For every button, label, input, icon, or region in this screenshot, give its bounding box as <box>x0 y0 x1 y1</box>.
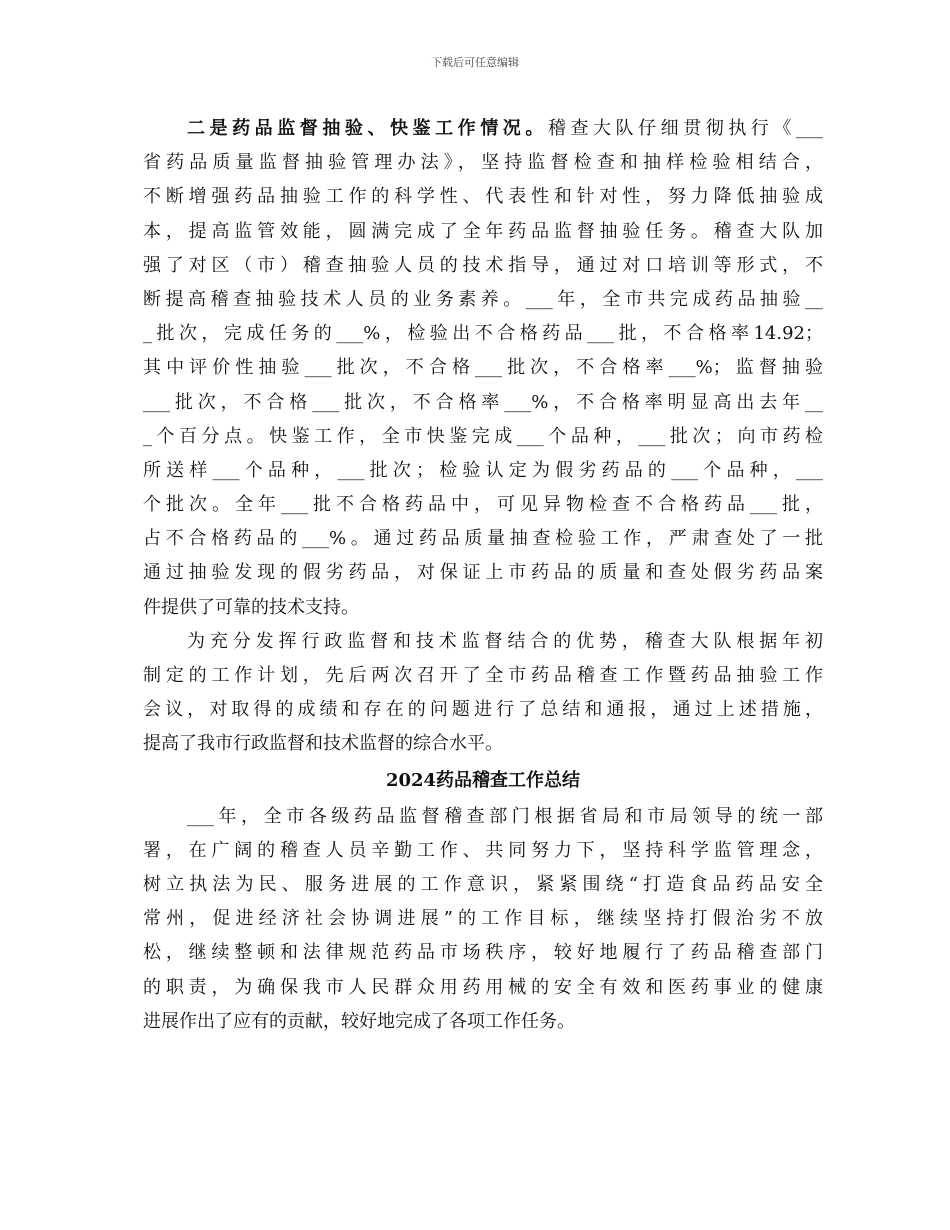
paragraph-line: 件提供了可靠的技术支持。 <box>143 596 359 618</box>
paragraph-line: 会议，对取得的成绩和存在的问题进行了总结和通报，通过上述措施， <box>143 699 823 721</box>
paragraph-line: 强了对区（市）稽查抽验人员的技术指导，通过对口培训等形式，不 <box>143 254 823 276</box>
paragraph-line: 省药品质量监督抽验管理办法》，坚持监督检查和抽样检验相结合， <box>143 152 823 174</box>
paragraph-line: 常州，促进经济社会协调进展”的工作目标，继续坚持打假治劣不放 <box>143 908 823 930</box>
paragraph-heading: 二是药品监督抽验、快鉴工作情况。 <box>187 118 548 139</box>
paragraph-line: 为充分发挥行政监督和技术监督结合的优势，稽查大队根据年初 <box>187 630 823 652</box>
paragraph-line: ___批次，不合格___批次，不合格率___%，不合格率明显高出去年__ <box>143 391 823 413</box>
paragraph-line: 提高了我市行政监督和技术监督的综合水平。 <box>143 733 503 755</box>
paragraph-line: ___年，全市各级药品监督稽查部门根据省局和市局领导的统一部 <box>187 805 823 827</box>
paragraph-supervision <box>143 625 823 762</box>
paragraph-line: 其中评价性抽验___批次，不合格___批次，不合格率___%；监督抽验 <box>143 357 823 379</box>
page-header: 下载后可任意编辑 <box>431 56 519 69</box>
paragraph-line: 进展作出了应有的贡献，较好地完成了各项工作任务。 <box>143 1010 575 1032</box>
paragraph-line: 的职责，为确保我市人民群众用药用械的安全有效和医药事业的健康 <box>143 976 823 998</box>
paragraph-summary <box>143 800 823 1039</box>
document-body <box>143 112 823 1039</box>
paragraph-line: 占不合格药品的___%。通过药品质量抽查检验工作，严肃查处了一批 <box>143 528 823 550</box>
paragraph-line: _个百分点。快鉴工作，全市快鉴完成___个品种，___批次；向市药检 <box>143 425 823 447</box>
paragraph-line: 断提高稽查抽验技术人员的业务素养。___年，全市共完成药品抽验__ <box>143 288 823 310</box>
paragraph-line: 制定的工作计划，先后两次召开了全市药品稽查工作暨药品抽验工作 <box>143 665 823 686</box>
paragraph-line: 不断增强药品抽验工作的科学性、代表性和针对性，努力降低抽验成 <box>143 186 823 208</box>
paragraph-line: 个批次。全年___批不合格药品中，可见异物检查不合格药品___批， <box>143 494 823 516</box>
paragraph-line: 署，在广阔的稽查人员辛勤工作、共同努力下，坚持科学监管理念， <box>143 839 823 861</box>
paragraph-line: 本，提高监管效能，圆满完成了全年药品监督抽验任务。稽查大队加 <box>143 220 823 242</box>
paragraph-line: 通过抽验发现的假劣药品，对保证上市药品的质量和查处假劣药品案 <box>143 562 823 584</box>
paragraph-line: 松，继续整顿和法律规范药品市场秩序，较好地履行了药品稽查部门 <box>143 942 823 964</box>
paragraph-line: 二是药品监督抽验、快鉴工作情况。稽查大队仔细贯彻执行《___ <box>187 118 824 139</box>
paragraph-sampling-work <box>143 112 823 625</box>
paragraph-line: _批次，完成任务的___%，检验出不合格药品___批，不合格率14.92； <box>143 323 823 345</box>
document-title: 2024药品稽查工作总结 <box>385 769 581 791</box>
paragraph-line: 树立执法为民、服务进展的工作意识，紧紧围绕“打造食品药品安全 <box>143 873 823 895</box>
paragraph-line: 所送样___个品种，___批次；检验认定为假劣药品的___个品种，___ <box>143 459 823 481</box>
